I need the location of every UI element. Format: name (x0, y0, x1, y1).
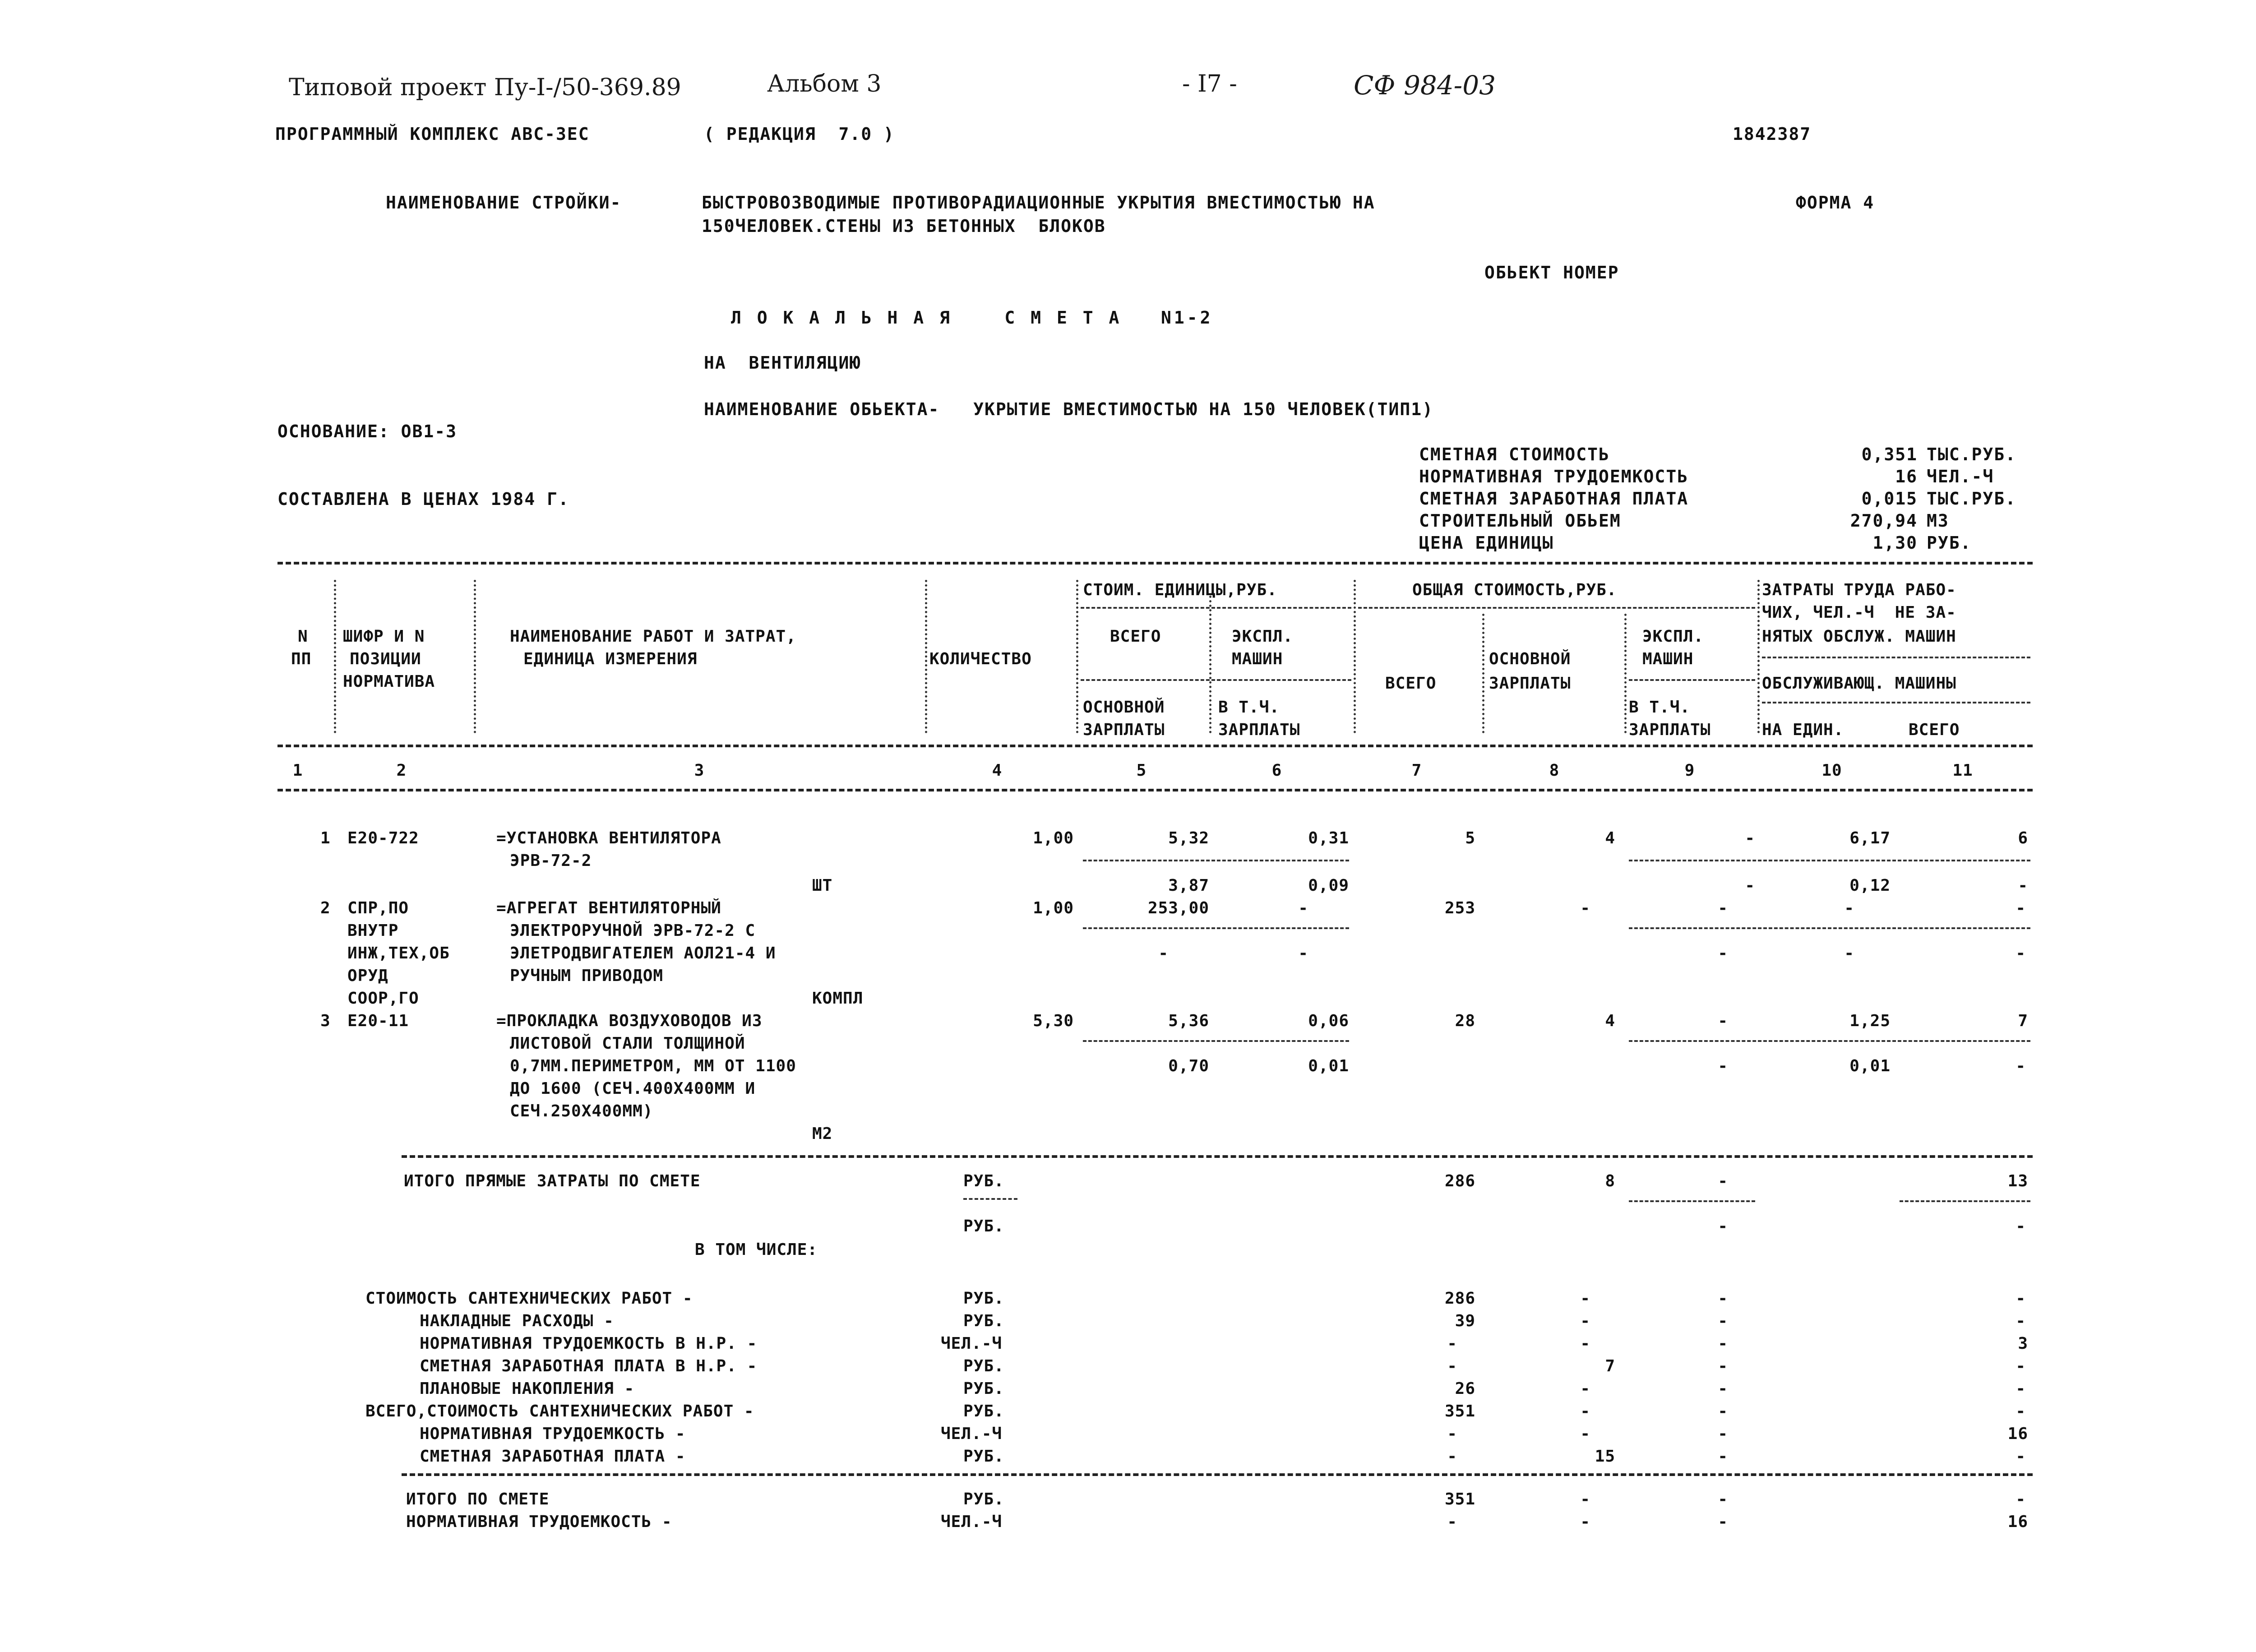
divider (1629, 1040, 2030, 1042)
breakdown-labor: 16 (2007, 1425, 2028, 1443)
row-qty: 5,30 (1033, 1012, 1074, 1030)
program-edition: ( РЕДАКЦИЯ 7.0 ) (704, 124, 895, 144)
total-mach-wage-label: В Т.Ч. (1629, 698, 1691, 717)
summary-label: НОРМАТИВНАЯ ТРУДОЕМКОСТЬ (1419, 467, 1689, 486)
row-unit-wage: 0,70 (1168, 1057, 1209, 1075)
breakdown-unit: ЧЕЛ.-Ч (941, 1425, 1003, 1443)
breakdown-label: ВСЕГО,СТОИМОСТЬ САНТЕХНИЧЕСКИХ РАБОТ - (365, 1402, 754, 1421)
labor-label: ЧИХ, ЧЕЛ.-Ч НЕ ЗА- (1762, 603, 1956, 622)
row-qty: 1,00 (1033, 829, 1074, 847)
column-number: 8 (1549, 761, 1560, 780)
breakdown-wage: - (1580, 1425, 1590, 1443)
direct-costs-unit: РУБ. (963, 1217, 1004, 1236)
breakdown-unit: РУБ. (963, 1379, 1004, 1398)
unit-wage-label: ОСНОВНОЙ (1083, 698, 1165, 717)
row-code: Е20-11 (347, 1012, 409, 1030)
row-code: ИНЖ,ТЕХ,ОБ (347, 944, 450, 963)
totals-label: ИТОГО ПО СМЕТЕ (406, 1490, 550, 1509)
breakdown-unit: РУБ. (963, 1357, 1004, 1375)
divider (1629, 1200, 1755, 1202)
including-label: В ТОМ ЧИСЛЕ: (695, 1240, 818, 1259)
row-name: =УСТАНОВКА ВЕНТИЛЯТОРА (496, 829, 721, 847)
col-n-label: ПП (291, 650, 312, 668)
row-unit-mach-wage: 0,09 (1308, 876, 1349, 895)
col-name-label: НАИМЕНОВАНИЕ РАБОТ И ЗАТРАТ, (510, 627, 796, 646)
price-level: СОСТАВЛЕНА В ЦЕНАХ 1984 Г. (277, 489, 569, 509)
column-number: 5 (1136, 761, 1147, 780)
row-name: ДО 1600 (СЕЧ.400Х400ММ И (510, 1079, 756, 1098)
divider (1762, 702, 2030, 703)
breakdown-unit: РУБ. (963, 1402, 1004, 1421)
direct-costs-unit: РУБ. (963, 1172, 1004, 1190)
row-unit-wage: - (1158, 944, 1169, 963)
row-labor-total: - (2016, 899, 2026, 917)
row-name: ЭЛЕКТРОРУЧНОЙ ЭРВ-72-2 С (510, 921, 756, 940)
divider (402, 1473, 2033, 1476)
summary-unit: ЧЕЛ.-Ч (1927, 467, 1994, 486)
breakdown-labor: - (2016, 1357, 2026, 1375)
breakdown-labor: - (2016, 1312, 2026, 1330)
breakdown-label: НОРМАТИВНАЯ ТРУДОЕМКОСТЬ - (420, 1425, 686, 1443)
totals-mach: - (1718, 1513, 1728, 1531)
breakdown-mach: - (1718, 1334, 1728, 1353)
row-labor-serv-unit: - (1844, 944, 1854, 963)
direct-costs-label: ИТОГО ПРЯМЫЕ ЗАТРАТЫ ПО СМЕТЕ (404, 1172, 701, 1190)
breakdown-total: 286 (1444, 1289, 1475, 1308)
labor-serv-label: ОБСЛУЖИВАЮЩ. МАШИНЫ (1762, 674, 1956, 693)
breakdown-wage: - (1580, 1334, 1590, 1353)
row-qty: 1,00 (1033, 899, 1074, 917)
column-number: 9 (1684, 761, 1695, 780)
col-name-label: ЕДИНИЦА ИЗМЕРЕНИЯ (523, 650, 698, 668)
row-number: 3 (320, 1012, 331, 1030)
column-separator (1757, 580, 1760, 733)
totals-unit: ЧЕЛ.-Ч (941, 1513, 1003, 1531)
totals-labor: 16 (2007, 1513, 2028, 1531)
breakdown-total: - (1447, 1447, 1457, 1466)
summary-label: СМЕТНАЯ ЗАРАБОТНАЯ ПЛАТА (1419, 489, 1689, 509)
row-name: СЕЧ.250Х400ММ) (510, 1102, 653, 1120)
program-name: ПРОГРАММНЫЙ КОМПЛЕКС АВС-3ЕС (275, 124, 590, 144)
breakdown-mach: - (1718, 1312, 1728, 1330)
row-total-mach: - (1745, 829, 1755, 847)
breakdown-total: - (1447, 1357, 1457, 1375)
breakdown-mach: - (1718, 1402, 1728, 1421)
breakdown-total: 351 (1444, 1402, 1475, 1421)
divider (1083, 927, 1349, 929)
row-labor-serv-unit: 0,01 (1849, 1057, 1891, 1075)
column-separator (1624, 614, 1627, 733)
column-number: 2 (396, 761, 407, 780)
breakdown-labor: 3 (2018, 1334, 2028, 1353)
row-unit-mach-wage: - (1298, 944, 1308, 963)
summary-label: СТРОИТЕЛЬНЫЙ ОБЬЕМ (1419, 511, 1621, 531)
column-number: 6 (1271, 761, 1282, 780)
construction-line-2: 150ЧЕЛОВЕК.СТЕНЫ ИЗ БЕТОННЫХ БЛОКОВ (702, 216, 1106, 236)
unit-mach-label: МАШИН (1232, 650, 1283, 668)
breakdown-mach: - (1718, 1357, 1728, 1375)
breakdown-label: СМЕТНАЯ ЗАРАБОТНАЯ ПЛАТА В Н.Р. - (420, 1357, 758, 1375)
divider (1629, 927, 2030, 929)
unit-wage-label: ЗАРПЛАТЫ (1083, 721, 1165, 739)
row-total-mach: - (1718, 1012, 1728, 1030)
divider (277, 789, 2033, 791)
total-mach-wage-label: ЗАРПЛАТЫ (1629, 721, 1711, 739)
row-name: 0,7ММ.ПЕРИМЕТРОМ, ММ ОТ 1100 (510, 1057, 796, 1075)
divider (1083, 1040, 1349, 1042)
labor-label: НЯТЫХ ОБСЛУЖ. МАШИН (1762, 627, 1956, 646)
breakdown-unit: ЧЕЛ.-Ч (941, 1334, 1003, 1353)
total-cost-label: ОБЩАЯ СТОИМОСТЬ,РУБ. (1412, 581, 1617, 599)
divider (1083, 860, 1349, 861)
row-code: Е20-722 (347, 829, 419, 847)
breakdown-wage: - (1580, 1379, 1590, 1398)
summary-label: ЦЕНА ЕДИНИЦЫ (1419, 533, 1554, 553)
divider (963, 1198, 1017, 1200)
row-labor-serv-unit: 0,12 (1849, 876, 1891, 895)
column-number: 10 (1821, 761, 1842, 780)
direct-costs-total: 286 (1444, 1172, 1475, 1190)
breakdown-labor: - (2016, 1379, 2026, 1398)
labor-unit-label: НА ЕДИН. (1762, 721, 1844, 739)
breakdown-label: СТОИМОСТЬ САНТЕХНИЧЕСКИХ РАБОТ - (365, 1289, 693, 1308)
totals-labor: - (2016, 1490, 2026, 1509)
breakdown-mach: - (1718, 1379, 1728, 1398)
direct-costs-mach: - (1718, 1172, 1728, 1190)
column-number: 4 (992, 761, 1003, 780)
labor-label: ЗАТРАТЫ ТРУДА РАБО- (1762, 581, 1956, 599)
col-qty-label: КОЛИЧЕСТВО (929, 650, 1032, 668)
row-code: ОРУД (347, 967, 388, 985)
total-mach-label: ЭКСПЛ. (1642, 627, 1704, 646)
unit-total-label: ВСЕГО (1110, 627, 1161, 646)
row-labor-serv-total: - (2018, 876, 2028, 895)
row-number: 1 (320, 829, 331, 847)
row-name: РУЧНЫМ ПРИВОДОМ (510, 967, 664, 985)
summary-unit: РУБ. (1927, 533, 1972, 553)
construction-line-1: БЫСТРОВОЗВОДИМЫЕ ПРОТИВОРАДИАЦИОННЫЕ УКРЫТИЯ ВМЕСТИМОСТЬЮ НА (702, 193, 1375, 213)
row-labor-unit: 1,25 (1849, 1012, 1891, 1030)
estimate-title: Л О К А Л Ь Н А Я С М Е Т А N1-2 (731, 308, 1213, 328)
column-separator (1354, 580, 1356, 733)
unit-mach-wage-label: ЗАРПЛАТЫ (1218, 721, 1300, 739)
row-labor-serv-total: - (2016, 944, 2026, 963)
breakdown-label: СМЕТНАЯ ЗАРАБОТНАЯ ПЛАТА - (420, 1447, 686, 1466)
divider (1629, 860, 2030, 861)
row-code: ВНУТР (347, 921, 399, 940)
column-separator (474, 580, 476, 733)
row-name: ЭРВ-72-2 (510, 851, 592, 870)
row-labor-unit: - (1844, 899, 1854, 917)
row-total: 253 (1444, 899, 1475, 917)
divider (1900, 1200, 2030, 1202)
row-unit-cost: 253,00 (1147, 899, 1209, 917)
breakdown-wage: - (1580, 1289, 1590, 1308)
estimate-subject: НА ВЕНТИЛЯЦИЮ (704, 353, 861, 373)
album-label: Альбом 3 (767, 70, 882, 97)
total-wage-label: ОСНОВНОЙ (1489, 650, 1571, 668)
total-wage-label: ЗАРПЛАТЫ (1489, 674, 1571, 693)
row-unit-cost: 5,36 (1168, 1012, 1209, 1030)
summary-unit: М3 (1927, 511, 1949, 531)
row-unit-mach-wage: 0,01 (1308, 1057, 1349, 1075)
labor-total-label: ВСЕГО (1909, 721, 1960, 739)
archive-stamp: СФ 984-03 (1354, 70, 1496, 101)
divider (1081, 679, 1351, 681)
col-code-label: ШИФР И N (343, 627, 425, 646)
column-separator (1482, 614, 1484, 733)
breakdown-mach: - (1718, 1425, 1728, 1443)
row-unit-mach: 0,06 (1308, 1012, 1349, 1030)
row-code: СПР,ПО (347, 899, 409, 917)
document-code: 1842387 (1733, 124, 1812, 144)
summary-unit: ТЫС.РУБ. (1927, 444, 2017, 464)
row-mach-wage: - (1745, 876, 1755, 895)
breakdown-wage: - (1580, 1402, 1590, 1421)
summary-label: СМЕТНАЯ СТОИМОСТЬ (1419, 444, 1610, 464)
row-labor-total: 6 (2018, 829, 2028, 847)
row-labor-serv-total: - (2016, 1057, 2026, 1075)
row-labor-total: 7 (2018, 1012, 2028, 1030)
breakdown-wage: 15 (1595, 1447, 1615, 1466)
column-separator (925, 580, 927, 733)
totals-label: НОРМАТИВНАЯ ТРУДОЕМКОСТЬ - (406, 1513, 672, 1531)
totals-total: 351 (1444, 1490, 1475, 1509)
breakdown-wage: 7 (1605, 1357, 1615, 1375)
direct-costs-wage: 8 (1605, 1172, 1615, 1190)
row-total-wage: 4 (1605, 1012, 1615, 1030)
breakdown-total: 26 (1455, 1379, 1475, 1398)
column-number: 3 (694, 761, 705, 780)
row-total: 5 (1465, 829, 1475, 847)
totals-mach: - (1718, 1490, 1728, 1509)
breakdown-mach: - (1718, 1289, 1728, 1308)
row-total-mach: - (1718, 899, 1728, 917)
row-unit-wage: 3,87 (1168, 876, 1209, 895)
construction-label: НАИМЕНОВАНИЕ СТРОЙКИ- (386, 193, 622, 213)
column-separator (334, 580, 336, 733)
breakdown-mach: - (1718, 1447, 1728, 1466)
direct-costs-labor-serv: - (2016, 1217, 2026, 1236)
divider (1358, 607, 1755, 609)
row-labor-unit: 6,17 (1849, 829, 1891, 847)
row-unit-mach: 0,31 (1308, 829, 1349, 847)
column-number: 7 (1411, 761, 1422, 780)
breakdown-unit: РУБ. (963, 1289, 1004, 1308)
row-name: ЛИСТОВОЙ СТАЛИ ТОЛЩИНОЙ (510, 1034, 745, 1053)
divider (1629, 679, 1755, 681)
totals-unit: РУБ. (963, 1490, 1004, 1509)
unit-cost-label: СТОИМ. ЕДИНИЦЫ,РУБ. (1083, 581, 1277, 599)
row-unit: ШТ (812, 876, 833, 895)
row-total: 28 (1455, 1012, 1475, 1030)
row-unit-mach: - (1298, 899, 1308, 917)
summary-value: 16 (1895, 467, 1918, 486)
column-separator (1209, 596, 1211, 733)
breakdown-total: - (1447, 1334, 1457, 1353)
summary-value: 1,30 (1872, 533, 1918, 553)
row-name: ЭЛЕТРОДВИГАТЕЛЕМ АОЛ21-4 И (510, 944, 776, 963)
summary-unit: ТЫС.РУБ. (1927, 489, 2017, 509)
form-number: ФОРМА 4 (1796, 193, 1875, 213)
row-total-wage: - (1580, 899, 1590, 917)
row-unit-cost: 5,32 (1168, 829, 1209, 847)
breakdown-labor: - (2016, 1289, 2026, 1308)
breakdown-labor: - (2016, 1447, 2026, 1466)
direct-costs-labor: 13 (2007, 1172, 2028, 1190)
page-number: - I7 - (1182, 70, 1237, 97)
divider (1081, 607, 1351, 609)
breakdown-labor: - (2016, 1402, 2026, 1421)
breakdown-label: НОРМАТИВНАЯ ТРУДОЕМКОСТЬ В Н.Р. - (420, 1334, 758, 1353)
divider (1762, 657, 2030, 658)
totals-wage: - (1580, 1490, 1590, 1509)
total-all-label: ВСЕГО (1385, 674, 1437, 693)
totals-wage: - (1580, 1513, 1590, 1531)
breakdown-unit: РУБ. (963, 1312, 1004, 1330)
unit-mach-label: ЭКСПЛ. (1232, 627, 1294, 646)
totals-total: - (1447, 1513, 1457, 1531)
row-mach-wage: - (1718, 944, 1728, 963)
breakdown-total: 39 (1455, 1312, 1475, 1330)
row-mach-wage: - (1718, 1057, 1728, 1075)
summary-value: 0,351 (1861, 444, 1918, 464)
col-n-label: N (298, 627, 308, 646)
row-unit: КОМПЛ (812, 989, 864, 1008)
breakdown-wage: - (1580, 1312, 1590, 1330)
divider (402, 1155, 2033, 1158)
breakdown-label: ПЛАНОВЫЕ НАКОПЛЕНИЯ - (420, 1379, 635, 1398)
unit-mach-wage-label: В Т.Ч. (1218, 698, 1280, 717)
direct-costs-mach-wage: - (1718, 1217, 1728, 1236)
column-separator (1076, 580, 1078, 733)
row-name: =ПРОКЛАДКА ВОЗДУХОВОДОВ ИЗ (496, 1012, 763, 1030)
estimate-basis: ОСНОВАНИЕ: ОВ1-3 (277, 421, 458, 441)
project-title: Типовой проект Пу-I-/50-369.89 (289, 74, 681, 101)
column-number: 1 (292, 761, 303, 780)
row-code: СООР,ГО (347, 989, 419, 1008)
object-name: НАИМЕНОВАНИЕ ОБЬЕКТА- УКРЫТИЕ ВМЕСТИМОСТЬЮ НА 150 ЧЕЛОВЕК(ТИП1) (704, 399, 1434, 419)
breakdown-total: - (1447, 1425, 1457, 1443)
divider (277, 745, 2033, 747)
breakdown-label: НАКЛАДНЫЕ РАСХОДЫ - (420, 1312, 614, 1330)
divider (277, 562, 2033, 565)
breakdown-unit: РУБ. (963, 1447, 1004, 1466)
summary-value: 270,94 (1850, 511, 1918, 531)
column-number: 11 (1952, 761, 1973, 780)
summary-value: 0,015 (1861, 489, 1918, 509)
col-code-label: ПОЗИЦИИ (350, 650, 421, 668)
col-code-label: НОРМАТИВА (343, 672, 435, 691)
row-name: =АГРЕГАТ ВЕНТИЛЯТОРНЫЙ (496, 899, 721, 917)
row-unit: М2 (812, 1124, 833, 1143)
object-number: ОБЬЕКТ НОМЕР (1484, 263, 1619, 282)
total-mach-label: МАШИН (1642, 650, 1694, 668)
row-total-wage: 4 (1605, 829, 1615, 847)
row-number: 2 (320, 899, 331, 917)
